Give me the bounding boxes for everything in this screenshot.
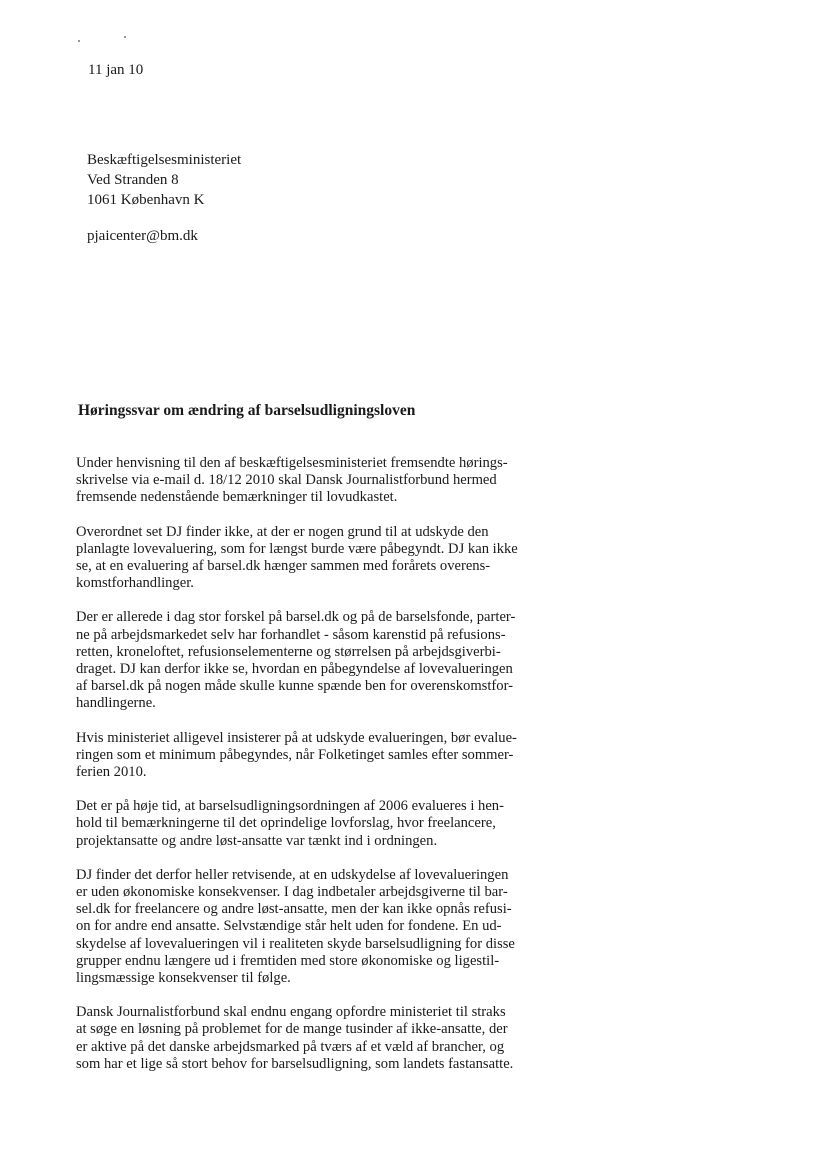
body-paragraph	[76, 609, 596, 712]
body-paragraph	[76, 730, 596, 782]
paragraph-line: er aktive på det danske arbejdsmarked på tværs af et væld af brancher, og	[76, 1038, 505, 1055]
paragraph-line: ferien 2010.	[76, 764, 147, 781]
paragraph-line: af barsel.dk på nogen måde skulle kunne spænde ben for overenskomstfor-	[76, 678, 513, 695]
body-paragraph	[76, 867, 596, 987]
paragraph-line: Overordnet set DJ finder ikke, at der er nogen grund til at udskyde den	[76, 523, 489, 540]
paragraph-line: er uden økonomiske konsekvenser. I dag indbetaler arbejdsgiverne til bar-	[76, 884, 508, 901]
paragraph-line: Der er allerede i dag stor forskel på barsel.dk og på de barselsfonde, parter-	[76, 609, 516, 626]
recipient-email: pjaicenter@bm.dk	[87, 228, 198, 244]
paragraph-line: at søge en løsning på problemet for de mange tusinder af ikke-ansatte, der	[76, 1021, 508, 1038]
paragraph-line: lingsmæssige konsekvenser til følge.	[76, 970, 291, 987]
paragraph-line: hold til bemærkningerne til det oprindelige lovforslag, hvor freelancere,	[76, 815, 496, 832]
paragraph-line: handlingerne.	[76, 695, 156, 712]
paragraph-line: som har et lige så stort behov for barselsudligning, som landets fastansatte.	[76, 1055, 514, 1072]
paragraph-line: fremsende nedenstående bemærkninger til lovudkastet.	[76, 489, 398, 506]
body-paragraph	[76, 798, 596, 850]
paragraph-line: skrivelse via e-mail d. 18/12 2010 skal Dansk Journalistforbund hermed	[76, 472, 497, 489]
paragraph-line: retten, kroneloftet, refusionselementerne og størrelsen på arbejdsgiverbi-	[76, 643, 501, 660]
recipient-address	[87, 150, 241, 210]
scan-speck	[78, 40, 80, 42]
paragraph-line: ringen som et minimum påbegyndes, når Folketinget samles efter sommer-	[76, 746, 514, 763]
paragraph-line: Under henvisning til den af beskæftigelsesministeriet fremsendte hørings-	[76, 455, 508, 471]
paragraph-line: Hvis ministeriet alligevel insisterer på at udskyde evalueringen, bør evalue-	[76, 729, 517, 746]
paragraph-line: DJ finder det derfor heller retvisende, at en udskydelse af lovevalueringen	[76, 866, 509, 883]
paragraph-line: ne på arbejdsmarkedet selv har forhandlet - såsom karenstid på refusions-	[76, 626, 506, 643]
paragraph-line: se, at en evaluering af barsel.dk hænger sammen med forårets overens-	[76, 558, 491, 575]
letter-date: 11 jan 10	[88, 62, 144, 78]
paragraph-line: sel.dk for freelancere og andre løst-ansatte, men der kan ikke opnås refusi-	[76, 901, 512, 918]
paragraph-line: grupper endnu længere ud i fremtiden med store økonomiske og ligestil-	[76, 952, 500, 969]
body-paragraph	[76, 455, 596, 507]
paragraph-line: Det er på høje tid, at barselsudligningsordningen af 2006 evalueres i hen-	[76, 798, 504, 815]
paragraph-line: on for andre end ansatte. Selvstændige står helt uden for fondene. En ud-	[76, 918, 502, 935]
recipient-street: Ved Stranden 8	[87, 172, 179, 188]
paragraph-line: skydelse af lovevalueringen vil i realiteten skyde barselsudligning for disse	[76, 935, 515, 952]
paragraph-line: projektansatte og andre løst-ansatte var tænkt ind i ordningen.	[76, 832, 438, 849]
paragraph-line: draget. DJ kan derfor ikke se, hvordan en påbegyndelse af lovevalueringen	[76, 661, 513, 678]
paragraph-line: Dansk Journalistforbund skal endnu engang opfordre ministeriet til straks	[76, 1004, 506, 1021]
scan-speck	[124, 36, 126, 38]
body-paragraph	[76, 1004, 596, 1073]
recipient-city: 1061 København K	[87, 192, 205, 208]
body-paragraph	[76, 524, 596, 593]
paragraph-line: komstforhandlinger.	[76, 575, 194, 592]
recipient-name: Beskæftigelsesministeriet	[87, 152, 242, 168]
document-title: Høringssvar om ændring af barselsudligningsloven	[78, 402, 416, 419]
letter-body	[76, 455, 596, 1090]
paragraph-line: planlagte lovevaluering, som for længst burde være påbegyndt. DJ kan ikke	[76, 540, 518, 557]
